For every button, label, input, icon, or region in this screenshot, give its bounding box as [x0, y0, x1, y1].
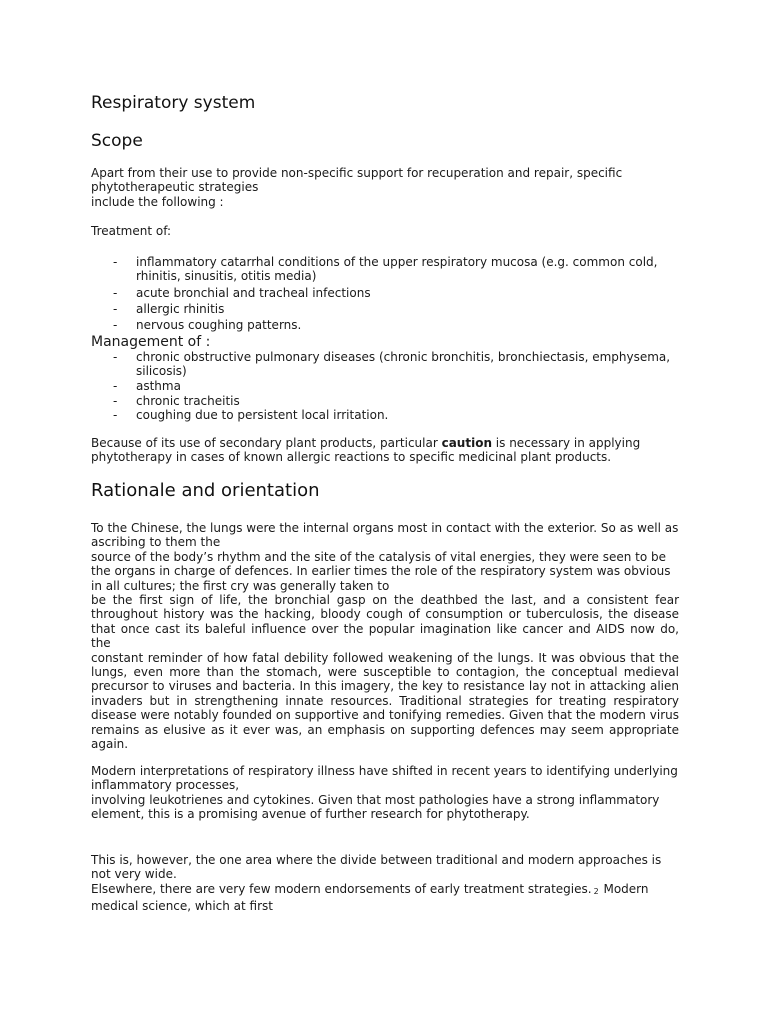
management-list — [91, 350, 691, 423]
text-line: Apart from their use to provide non-specific support for recuperation and repair, specific — [91, 166, 623, 180]
text-line: phytotherapy in cases of known allergic reactions to specific medicinal plant products. — [91, 450, 612, 465]
list-bullet: - — [113, 255, 118, 269]
text-line: throughout history was the hacking, bloody cough of consumption or tuberculosis, the disease — [91, 607, 679, 622]
text-line — [91, 882, 679, 899]
text-line: element, this is a promising avenue of further research for phytotherapy. — [91, 807, 530, 822]
text-line: Modern interpretations of respiratory illness have shifted in recent years to identifying underlying — [91, 764, 678, 778]
text-line: precursor to viruses and bacteria. In this imagery, the key to resistance lay not in attacking alien — [91, 679, 679, 694]
list-bullet: - — [113, 408, 118, 422]
list-bullet: - — [113, 318, 118, 332]
text-line: the organs in charge of defences. In earlier times the role of the respiratory system was obvious — [91, 564, 671, 579]
text-line — [91, 436, 679, 450]
text-line: source of the body’s rhythm and the site of the catalysis of vital energies, they were seen to be — [91, 549, 667, 564]
list-bullet: - — [113, 286, 118, 300]
text-line: constant reminder of how fatal debility followed weakening of the lungs. It was obvious that the — [91, 650, 679, 665]
list-item-text: chronic obstructive pulmonary diseases (chronic bronchitis, bronchiectasis, emphysema, — [136, 350, 671, 364]
footnote-marker[interactable]: 2 — [593, 886, 599, 896]
list-bullet: - — [113, 302, 118, 316]
caution-paragraph — [91, 436, 679, 465]
text-line: lungs, even more than the stomach, were susceptible to contagion, the conceptual medieval — [91, 665, 679, 680]
list-bullet: - — [113, 350, 118, 364]
list-item-text: acute bronchial and tracheal infections — [136, 286, 371, 300]
list-item-text: inflammatory catarrhal conditions of the upper respiratory mucosa (e.g. common cold, — [136, 255, 658, 269]
rationale-paragraph-3 — [91, 853, 679, 914]
list-item-text: coughing due to persistent local irritation. — [136, 408, 389, 422]
text-line: This is, however, the one area where the divide between traditional and modern approaches is — [91, 853, 662, 867]
text-line: not very wide. — [91, 867, 177, 882]
list-bullet: - — [113, 379, 118, 393]
list-item-text: silicosis) — [136, 364, 187, 379]
text-line: be the first sign of life, the bronchial gasp on the deathbed the last, and a consistent fear — [91, 593, 679, 607]
text-line: disease were notably founded on supportive and tonifying remedies. Given that the modern virus — [91, 708, 679, 723]
caution-text-before: Because of its use of secondary plant products, particular — [91, 436, 442, 450]
text-segment: Modern — [599, 881, 649, 896]
text-line: phytotherapeutic strategies — [91, 180, 259, 195]
treatment-list — [91, 255, 691, 334]
caution-text-after: is necessary in applying — [491, 436, 641, 450]
list-item — [91, 394, 691, 409]
list-item — [91, 318, 691, 334]
text-line: To the Chinese, the lungs were the internal organs most in contact with the exterior. So as well as — [91, 521, 679, 535]
text-line: ascribing to them the — [91, 535, 221, 550]
text-line: Treatment of: — [91, 224, 172, 238]
management-label: Management of : — [91, 334, 211, 350]
list-bullet: - — [113, 393, 118, 408]
rationale-paragraph-1-justified — [91, 593, 679, 751]
caution-emphasis: caution — [441, 436, 492, 450]
text-line: include the following : — [91, 194, 224, 209]
scope-heading: Scope — [91, 131, 143, 151]
list-item — [91, 255, 691, 286]
text-line: in all cultures; the first cry was generally taken to — [91, 578, 390, 593]
list-item — [91, 350, 691, 379]
list-item — [91, 302, 691, 318]
text-segment: Elsewhere, there are very few modern endorsements of early treatment strategies. — [91, 881, 592, 896]
list-item-text: chronic tracheitis — [136, 393, 240, 408]
text-line: remains as elusive as it ever was, an emphasis on supporting defences may seem appropriate — [91, 722, 679, 737]
list-item-text: rhinitis, sinusitis, otitis media) — [136, 269, 317, 284]
rationale-heading: Rationale and orientation — [91, 480, 320, 501]
list-item — [91, 379, 691, 394]
treatment-label — [91, 224, 679, 238]
text-line: inflammatory processes, — [91, 778, 240, 793]
text-line: that once cast its baleful influence over the popular imagination like cancer and AIDS now do, the — [91, 621, 679, 651]
list-item-text: allergic rhinitis — [136, 302, 225, 316]
list-item-text: asthma — [136, 379, 181, 393]
list-item-text: nervous coughing patterns. — [136, 318, 302, 332]
text-line: involving leukotrienes and cytokines. Given that most pathologies have a strong inflammatory — [91, 792, 660, 807]
list-item — [91, 286, 691, 302]
list-item — [91, 408, 691, 423]
text-line: medical science, which at first — [91, 899, 273, 914]
text-line: again. — [91, 737, 129, 752]
text-line: invaders but in strengthening innate resources. Traditional strategies for treating respiratory — [91, 693, 679, 708]
rationale-paragraph-2 — [91, 764, 679, 822]
page-title: Respiratory system — [91, 93, 256, 113]
scope-intro-paragraph — [91, 166, 679, 209]
rationale-paragraph-1 — [91, 521, 679, 593]
